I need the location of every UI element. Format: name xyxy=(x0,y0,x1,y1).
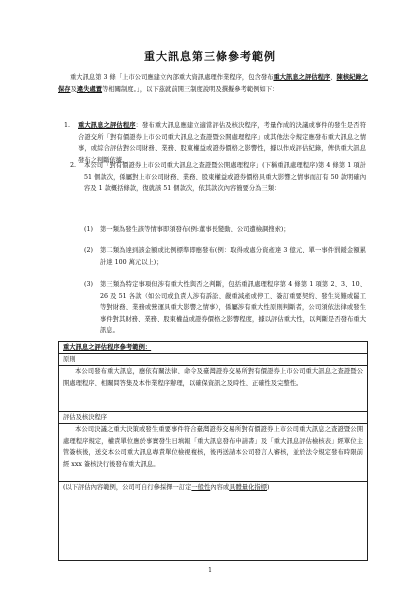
intro-bold-violation: 違失處置 xyxy=(76,85,103,93)
item1-number: 1. xyxy=(64,122,71,129)
note-quantified: 具體量化指標 xyxy=(229,484,267,491)
sub1-text: 第一類為發生該等情事即須發布(例:董事長變動、公司遭檢調搜索)； xyxy=(100,226,290,233)
item1-bold: 重大訊息之評估程序 xyxy=(78,122,136,129)
box-header: 重大訊息之評估程序參考範例： xyxy=(59,342,367,354)
note-prefix: (以下評估內容範例，公司可自行參採擇一訂定 xyxy=(63,484,192,491)
intro-sep-1: 、 xyxy=(330,74,337,81)
box-procedure-text: 本公司決議之重大決策或發生重要事件符合臺灣證券交易所對有價證券上市公司重大訊息之查證暨公開處理程序規定，權責單位應於事實發生日填報「重大訊息發布申請書」及「重大訊息評估檢核表」經單位主管簽核後，送交本公司重大訊息專責單位檢視複核，後再送請本公司發言人審核，並於法令規定發布時限前經 xxx 簽核決行後發布重大訊息。 xyxy=(59,424,367,482)
item2-paragraph: 本公司「對有價證券上市公司重大訊息之查證暨公開處理程序」(下稱重訊處理程序)第 4 條第 1 項計 51 個款次，係屬對上市公司財務、業務、股東權益或證券價格具重大影響之情事而訂有 50 款明確內容及 1 款概括條款，復就該 51 個款次，依其款次內容簡要分為三類： xyxy=(84,162,366,193)
box-section-procedure: 評估及核決程序 xyxy=(59,412,367,424)
sub3-text: 第三類為特定事項但涉有重大性與否之判斷，包括重訊處理程序第 4 條第 1 項第 2、3、10、26 及 51 各款（如公司或負責人涉有訴訟、嚴重減產或停工、簽訂重要契約、發生災難或罷工等對財務、業務或營運具重大影響之情事），係屬涉有重大性原則判斷者，公司須依法律或發生事件對其財務、業務、股東權益或證券價格之影響程度，據以評估重大性，以判斷是否發布重大訊息。 xyxy=(100,281,366,335)
sub2-label: (2) xyxy=(84,247,93,254)
intro-bold-record: 陳核紀錄之保存 xyxy=(58,74,369,93)
page-number: 1 xyxy=(208,567,212,574)
sub3-label: (3) xyxy=(84,281,93,288)
intro-text-1: 重大訊息第 3 條「上市公司應建立內部重大資訊處理作業程序，包含發布 xyxy=(70,74,274,81)
intro-paragraph xyxy=(58,72,368,95)
page-title: 重大訊息第三條參考範例 xyxy=(144,50,276,63)
item1-text: ：發布重大訊息應建立適當評估及核決程序，考量作成的決議或事件的發生是否符合證交所「對有價證券上市公司重大訊息之查證暨公開處理程序」或其他法令規定應發布重大訊息之情事，或綜合評估對公司財務、業務、股東權益或證券價格之影響性，據以作成評估紀錄，俾供重大訊息發布之判斷依據。 xyxy=(78,122,367,164)
note-general: 一般性 xyxy=(191,484,211,491)
sub2-text: 第二類為達到該金額或比例標準即應發布(例：取得或處分資產達 3 億元、單一事件罰鍰金額累計達 100 萬元以上)； xyxy=(100,247,366,266)
note-suffix: ) xyxy=(266,484,270,491)
box-principle-text: 本公司發布重大訊息，應依有關法律、命令及臺灣證券交易所對有價證券上市公司重大訊息之查證暨公開處理程序、相關問答集及本作業程序辦理，以確保資訊之及時性、正確性及完整性。 xyxy=(59,366,367,412)
example-box xyxy=(58,341,368,561)
item2-number: 2. xyxy=(70,162,77,169)
box-note xyxy=(59,482,367,494)
note-mid: 內容或 xyxy=(210,484,230,491)
box-section-principle: 原則 xyxy=(59,354,367,366)
intro-bold-evaluation: 重大訊息之評估程序 xyxy=(273,74,331,81)
intro-sep-2: 及 xyxy=(70,85,77,93)
intro-text-2: 等相關制度。」，以下茲就前開三制度說明及撰擬參考範例如下： xyxy=(102,85,279,93)
sub1-label: (1) xyxy=(84,226,93,233)
